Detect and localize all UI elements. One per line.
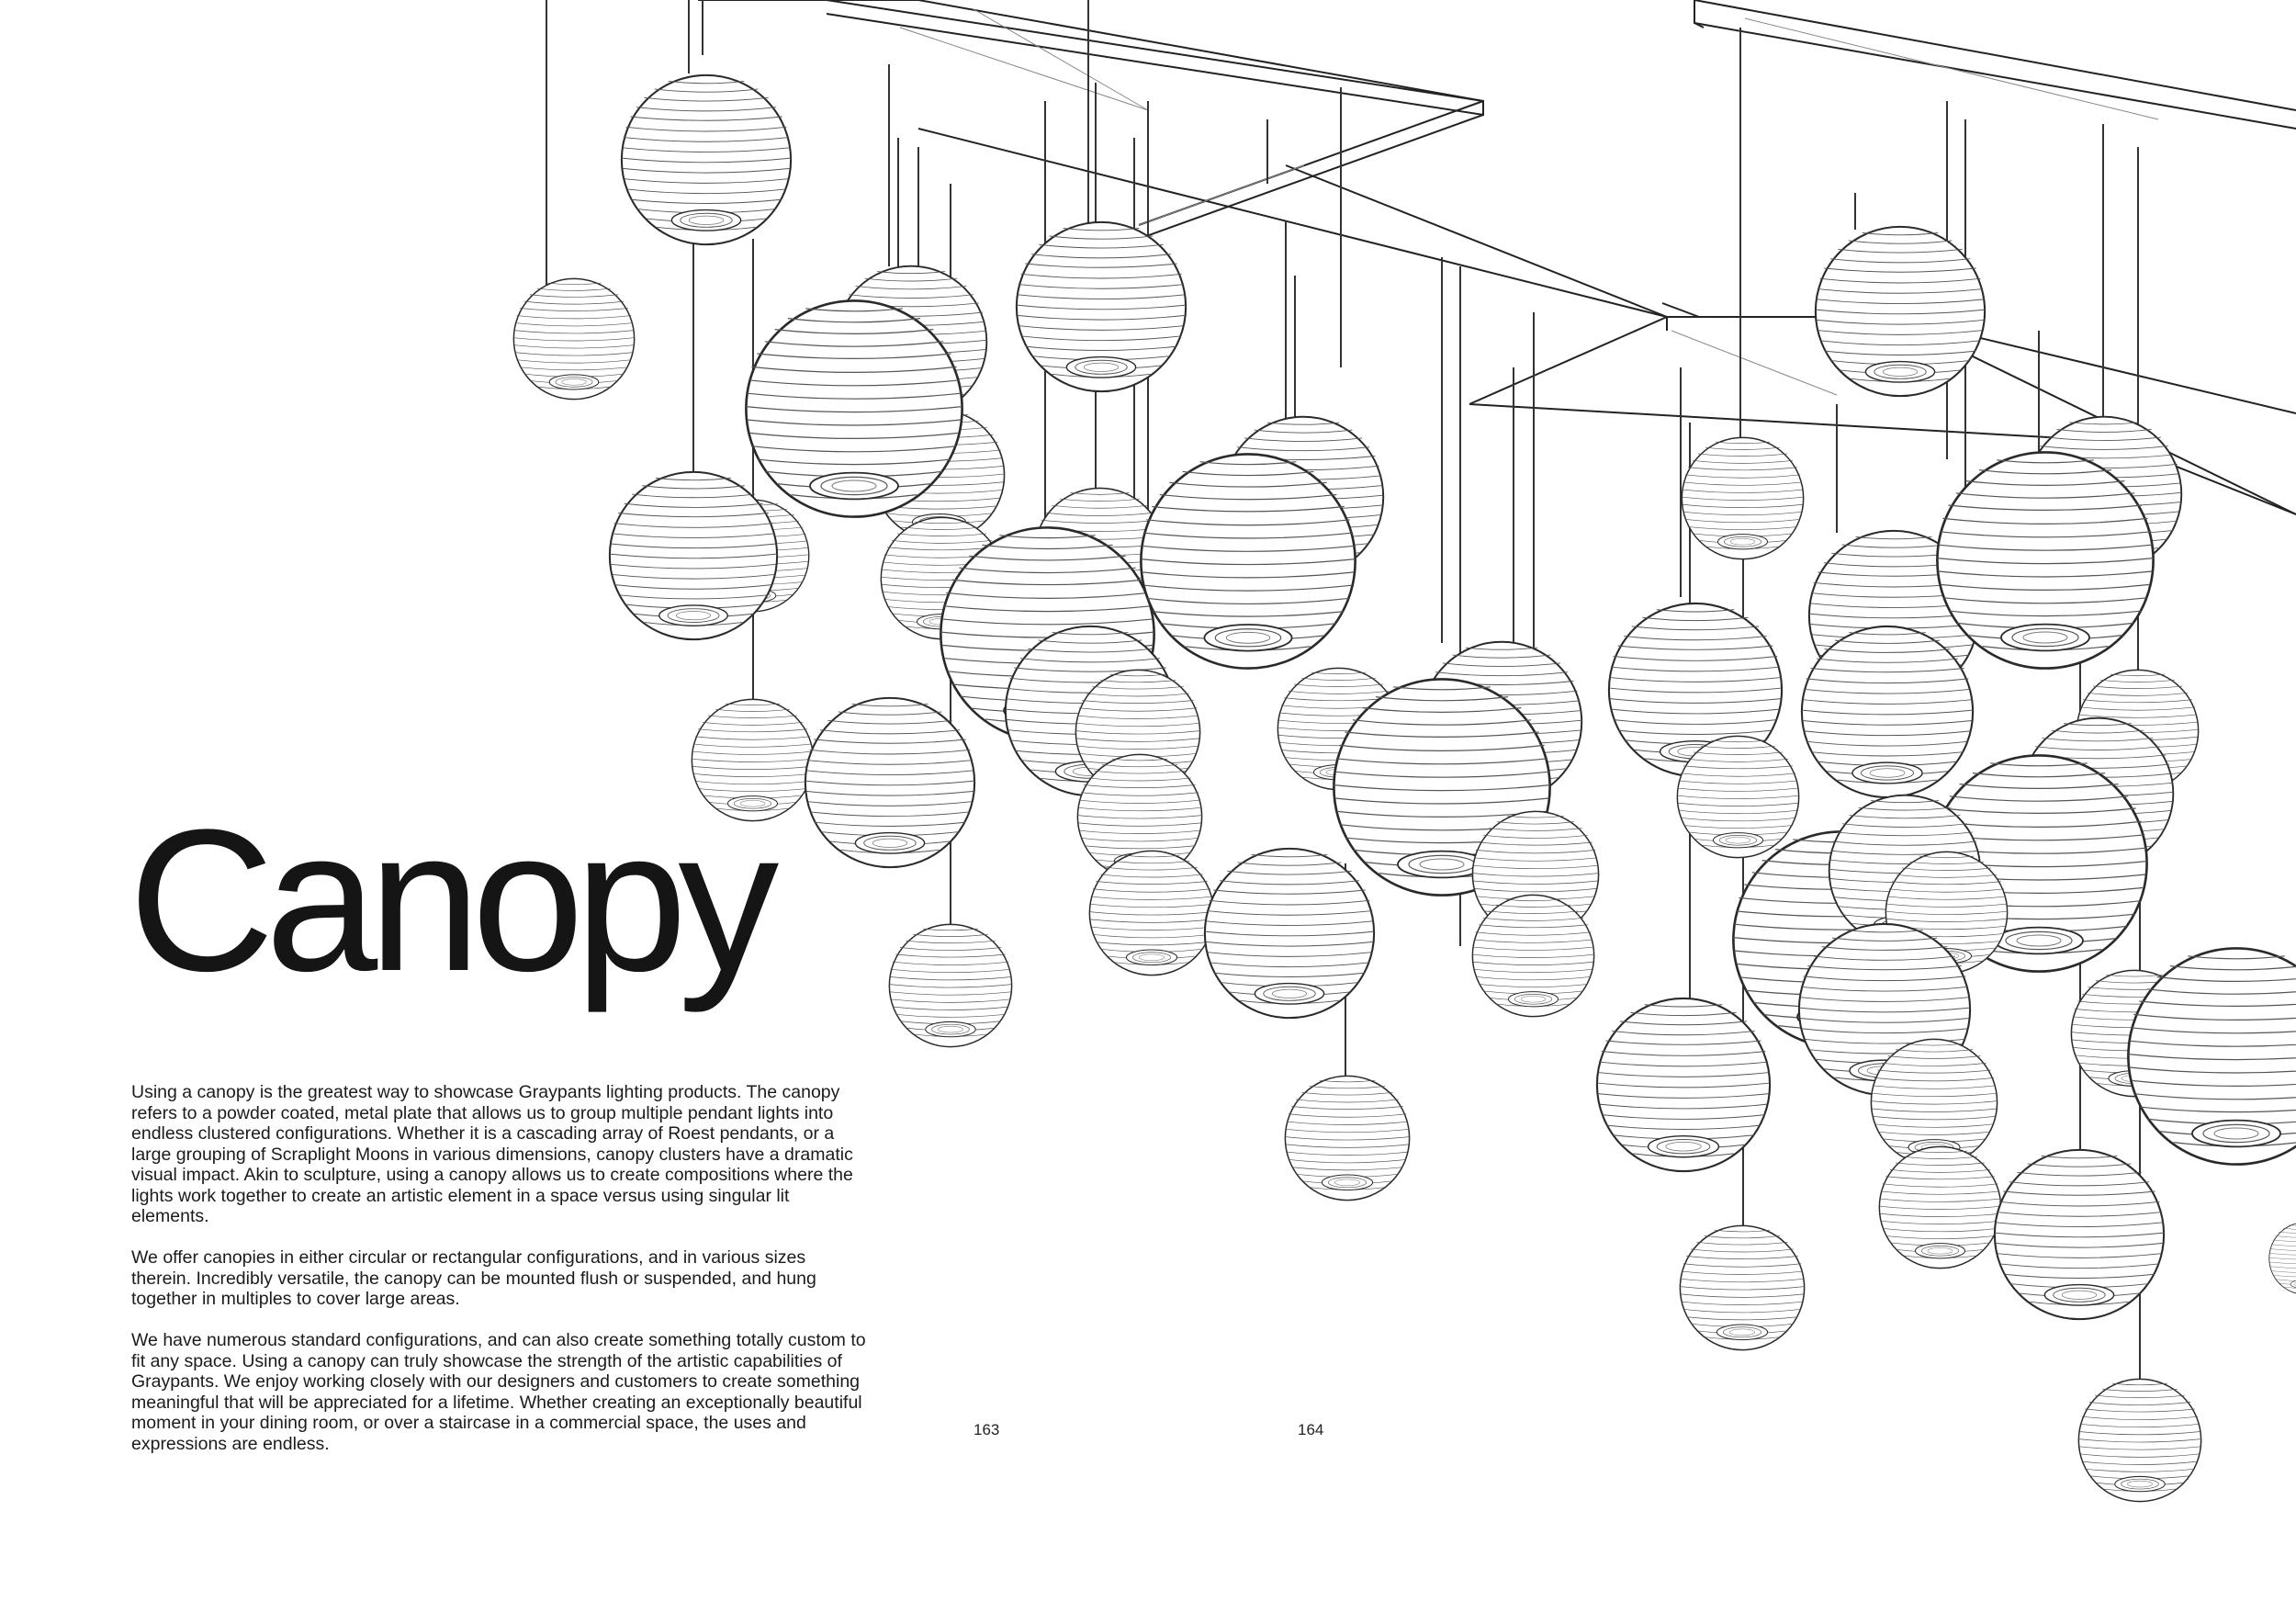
page-title: Canopy xyxy=(129,787,771,1013)
pendant-globe xyxy=(1879,1146,2000,1268)
pendant-globe xyxy=(889,924,1011,1046)
body-text xyxy=(131,1082,866,1475)
pendant-globe xyxy=(1680,1225,1804,1349)
pendant-globe xyxy=(1089,851,1213,975)
pendant-globe xyxy=(1205,849,1374,1018)
pendant-globe xyxy=(1472,895,1593,1016)
pendant-globe xyxy=(1597,998,1770,1171)
pendant-globe xyxy=(1995,1150,2164,1319)
paragraph: We offer canopies in either circular or rectangular configurations, and in various sizes therein. Incredibly versatile, the canopy can be mounted flush or suspended, and hung together in multiples to cover large areas. xyxy=(131,1247,816,1309)
page-number-left: 163 xyxy=(974,1421,1000,1438)
pendant-globe xyxy=(805,698,974,867)
pendant-globe xyxy=(1677,736,1798,857)
pendant-globe xyxy=(1017,222,1186,391)
pendant-globe xyxy=(622,75,791,244)
page-number-right: 164 xyxy=(1298,1421,1324,1438)
pendant-globe xyxy=(610,472,777,639)
pendant-globe xyxy=(2078,1379,2200,1501)
pendant-globe xyxy=(746,300,962,516)
pendant-globe xyxy=(513,278,634,399)
paragraph: We have numerous standard configurations, and can also create something totally custom to fit any space. Using a canopy can truly showcase the strength of the artistic capabilities of Graypants. We enjoy working closely with our designers and customers to create something meaningful that will be appreciated for a lifetime. Whether creating an exceptionally beautiful moment in your dining room, or over a staircase in a commercial space, the uses and expressions are endless. xyxy=(131,1330,866,1454)
pendant-globe xyxy=(1816,227,1985,396)
pendant-globe xyxy=(1285,1076,1409,1200)
pendant-globe xyxy=(1802,626,1973,797)
pendant-globe xyxy=(1682,437,1803,558)
paragraph: Using a canopy is the greatest way to showcase Graypants lighting products. The canopy refers to a powder coated, metal plate that allows us to group multiple pendant lights into endless clustered configurations. Whether it is a cascading array of Roest pendants, or a large grouping of Scraplight Moons in various dimensions, canopy clusters have a dramatic visual impact. Akin to sculpture, using a canopy allows us to create compositions where the lights work together to create an artistic element in a space versus using singular lit elements. xyxy=(131,1082,853,1226)
pendant-globe xyxy=(1141,454,1355,668)
pendant-globe xyxy=(2269,1223,2296,1294)
pendant-globe xyxy=(1937,452,2153,668)
